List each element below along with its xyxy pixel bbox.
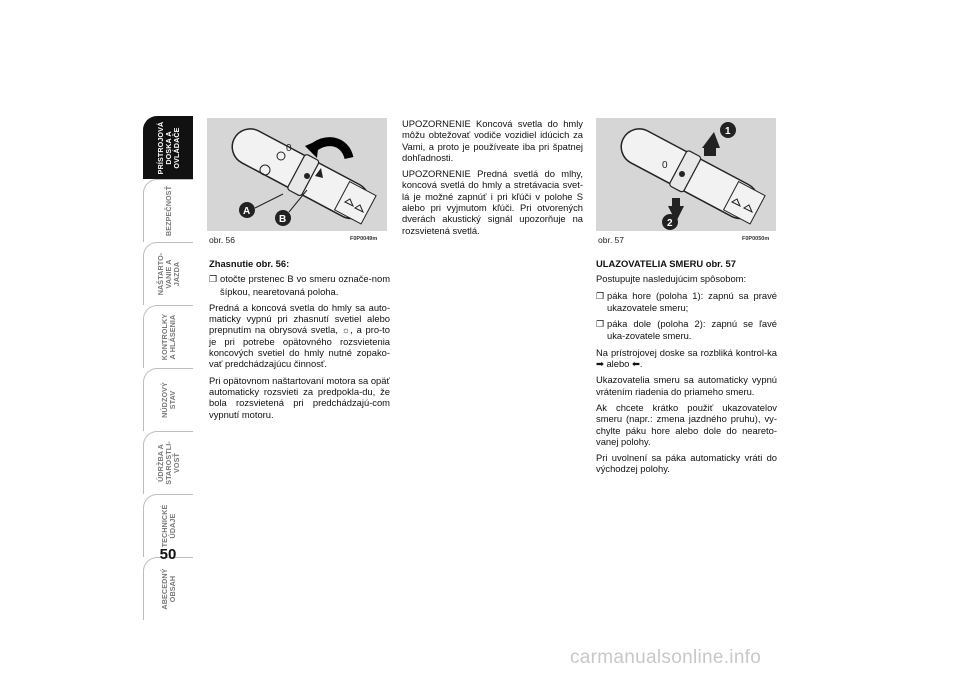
tab-bezpecnost[interactable] (143, 179, 193, 242)
watermark: carmanualsonline.info (570, 647, 762, 668)
warning-paragraph: UPOZORNENIE Koncová svetla do hmly môžu obtežovať vodiče vozidiel idúcich za Vami, a proto je používeate iba pri špatnej dohľadnosti. (402, 118, 583, 163)
tab-label: NÚDZOVÝ STAV (159, 382, 177, 418)
paragraph: Ak chcete krátko použiť ukazovatelov smeru (napr.: zmena jazdného pruhu), vy-chylte páku hore alebo dole do neareto-vanej polohy. (596, 401, 777, 447)
figure56-zero-label: 0 (286, 143, 292, 154)
turn-signal-stalk-illustration (596, 118, 776, 231)
section-heading-zhasnutie: Zhasnutie obr. 56: (209, 258, 290, 269)
paragraph: Predná a koncová svetla do hmly sa auto-maticky vypnú pri zhasnutí svetiel alebo prepnutím na obrysová svetla, ☼, a pro-to je pri potrebe opätovného rozsvietenia koncových svetiel do hmly nutné zopako-vať predchádzajúcu činnosť. (209, 301, 390, 370)
paragraph: Postupujte nasledujúcim spôsobom: (596, 273, 747, 285)
figure57-code: F0P0050m (742, 236, 770, 242)
figure57-label-1: 1 (725, 126, 731, 137)
figure57-zero-label: 0 (662, 160, 668, 171)
bullet-text: otočte prstenec B vo smeru označe-nom šípkou, nearetovaná poloha. (220, 273, 390, 297)
figure57-caption: obr. 57 (598, 235, 624, 245)
left-column (209, 258, 390, 425)
bullet-box-icon: ❐ (209, 274, 218, 285)
bullet-item (596, 318, 777, 342)
figure56-code: F0P0049m (350, 236, 378, 242)
tab-label: NAŠTARTO- VANIE A JAZDA (155, 252, 181, 296)
figure56-label-b: B (279, 214, 287, 225)
tab-label: BEZPEČNOSŤ (163, 185, 173, 237)
tab-label: ABECEDNÝ OBSAH (159, 568, 177, 610)
tab-label: PRÍSTROJOVÁ DOSKA A OVLÁDAČE (155, 121, 181, 175)
tab-label: TECHNICKÉ ÚDAJE (159, 504, 177, 548)
figure56-caption: obr. 56 (209, 235, 235, 245)
chapter-tabs (143, 116, 193, 620)
tab-label: KONTROLKY A HLÁSENIA (159, 313, 177, 361)
bullet-text: páka hore (poloha 1): zapnú sa pravé ukazovatele smeru; (607, 289, 777, 313)
tab-pristrojova-doska[interactable] (143, 116, 193, 179)
section-heading-ukazovatelia: ULAZOVATELIA SMERU obr. 57 (596, 258, 736, 269)
bullet-item (209, 273, 390, 297)
tab-nastartovanie[interactable] (143, 242, 193, 305)
bullet-box-icon: ❐ (596, 319, 605, 330)
warning-paragraph: UPOZORNENIE Predná svetlá do mlhy, koncová svetlá do hmly a stretávacia svet-lá je možné zapnúť i pri kľúči v polohe S alebo pri vyjmutom kľúči. Pri otvorených dverách akustický signál upozorňuje na rozsvietená svetlá. (402, 168, 583, 236)
tab-label: ÚDRŽBA A STAROSTLI- VOSŤ (155, 441, 181, 485)
right-column (596, 258, 777, 480)
bullet-box-icon: ❐ (596, 290, 605, 301)
paragraph: Na prístrojovej doske sa rozbliká kontrol-ka ➡ alebo ⬅. (596, 346, 777, 370)
paragraph: Pri uvolnení sa páka automaticky vráti do východzej polohy. (596, 452, 777, 475)
tab-udrzba[interactable] (143, 431, 193, 494)
page-number: 50 (159, 546, 177, 563)
light-stalk-illustration (207, 118, 387, 231)
figure57-label-2: 2 (667, 218, 673, 229)
figure-57 (596, 118, 776, 231)
figure-56 (207, 118, 387, 231)
tab-nudzovy-stav[interactable] (143, 368, 193, 431)
bullet-item (596, 290, 777, 314)
figure56-label-a: A (243, 206, 251, 217)
paragraph: Pri opätovnom naštartovaní motora sa opäť automaticky rozsvieti za predpokla-du, že bola rozsvietená pri predchádzajú-com vypnutí motoru. (209, 374, 390, 420)
bullet-text: páka dole (poloha 2): zapnú se ľavé uka-zovatele smeru. (607, 318, 777, 342)
tab-kontrolky[interactable] (143, 305, 193, 368)
paragraph: Ukazovatelia smeru sa automaticky vypnú vrátením riadenia do priameho smeru. (596, 374, 777, 397)
middle-column (402, 118, 583, 241)
tab-abecedny-obsah[interactable] (143, 557, 193, 620)
